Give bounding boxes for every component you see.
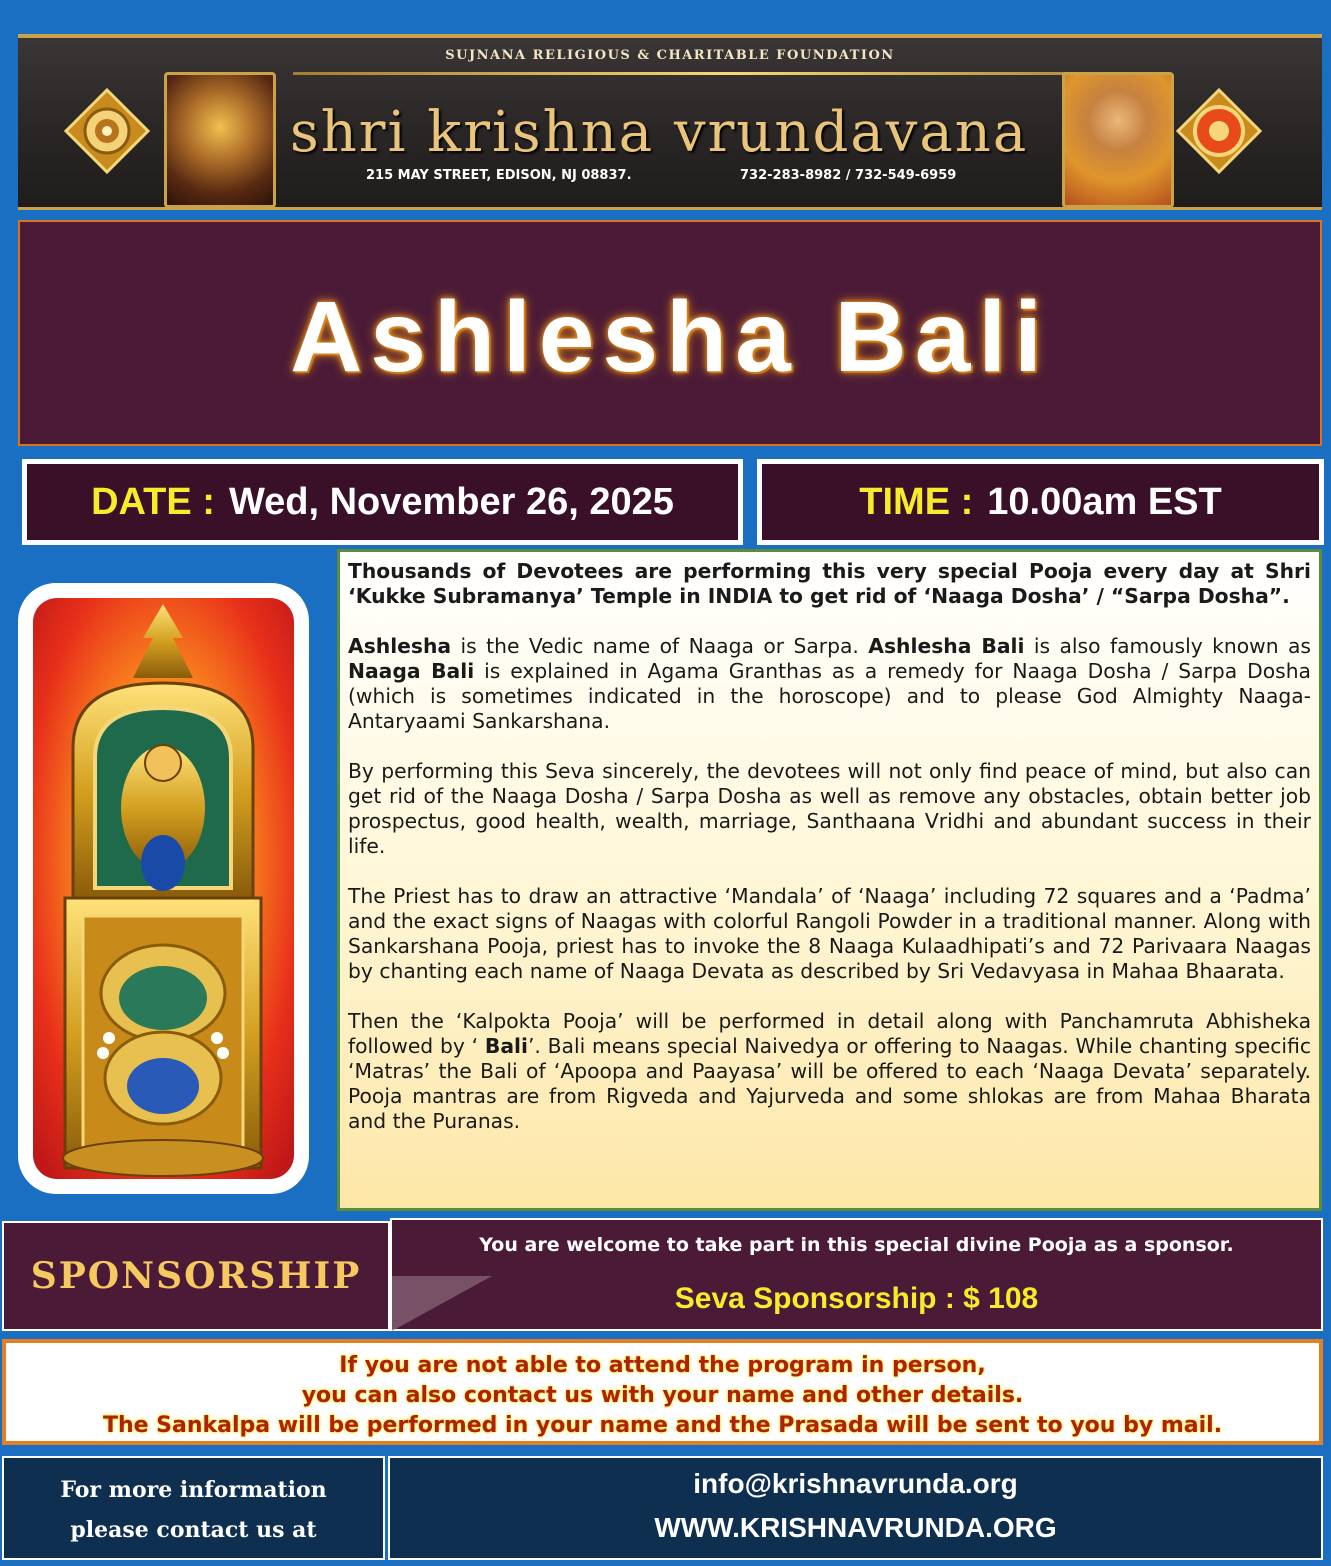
sponsorship-welcome: You are welcome to take part in this special divine Pooja as a sponsor. [479,1234,1234,1256]
contact-line-2: please contact us at [70,1517,317,1543]
foundation-name: SUJNANA RELIGIOUS & CHARITABLE FOUNDATION [445,48,895,63]
notice-line-1: If you are not able to attend the program in person, [339,1353,986,1378]
description-paragraph-3: The Priest has to draw an attractive ‘Mandala’ of ‘Naaga’ including 72 squares and a ‘Padma’ and the exact signs of Naagas with colorful Rangoli Powder in a traditional manner. Along with Sankarshana Pooja, priest has to invoke the 8 Naaga Kulaadhipati’s and 72 Parivaara Naagas by chanting each name of Naaga Devata as described by Sri Vedavyasa in Mahaa Bhaarata. [348,884,1311,983]
subramanya-deity-image [33,598,294,1179]
time-value: 10.00am EST [987,480,1222,523]
event-date [22,459,743,545]
contact-email-link[interactable]: info@krishnavrunda.org [693,1468,1018,1499]
sponsorship-amount: Seva Sponsorship : $ 108 [674,1282,1039,1315]
event-title-panel [18,220,1322,446]
notice-line-2: you can also contact us with your name and other details. [301,1383,1024,1408]
header-banner [18,34,1322,210]
text-segment: ’. Bali means special Naivedya or offering to Naagas. While chanting specific ‘Matras’ the Bali of ‘Apoopa and Paayasa’ will be offered to each ‘Naaga Devata’ separately. Pooja mantras are from Rigveda and Yajurveda and some shlokas are from Mahaa Bharata and the Puranas. [348,1034,1311,1133]
text-segment: is explained in Agama Granthas as a remedy for Naaga Dosha / Sarpa Dosha (which is sometimes indicated in the horoscope) and to please God Almighty Naaga-Antaryaami Sankarshana. [348,659,1311,733]
deity-portrait [164,72,276,208]
text-segment: Then the ‘Kalpokta Pooja’ will be performed in detail along with Panchamruta Abhisheka followed by ‘ [348,1009,1311,1058]
date-value: Wed, November 26, 2025 [228,480,674,523]
time-label: TIME : [859,480,974,523]
temple-name: shri krishna vrundavana [290,100,1029,165]
notice-line-3: The Sankalpa will be performed in your name and the Prasada will be sent to you by mail. [102,1413,1223,1438]
contact-info-label [2,1456,385,1560]
shanka-emblem-icon [64,88,150,174]
deity-image-frame [18,583,309,1194]
sponsorship-label: SPONSORSHIP [2,1221,390,1331]
chakra-emblem-icon [1176,88,1262,174]
date-label: DATE : [91,480,215,523]
term-ashlesha-bali: Ashlesha Bali [868,634,1025,658]
deity-illustration [33,598,294,1179]
description-paragraph-2: By performing this Seva sincerely, the devotees will not only find peace of mind, but also can get rid of the Naaga Dosha / Sarpa Dosha as well as remove any obstacles, obtain better job prospectus, good health, wealth, marriage, Santhaana Vridhi and abundant success in their life. [348,759,1311,858]
event-time [757,459,1324,545]
description-paragraph-4 [348,1009,1311,1134]
description-lead: Thousands of Devotees are performing this very special Pooja every day at Shri ‘Kukke Subramanya’ Temple in INDIA to get rid of ‘Naaga Dosha’ / “Sarpa Dosha”. [348,559,1311,608]
swamiji-portrait [1062,72,1174,208]
temple-address: 215 MAY STREET, EDISON, NJ 08837. [366,168,632,183]
description-paragraph-1 [348,634,1311,734]
term-naaga-bali: Naaga Bali [348,659,475,683]
remote-participation-notice [2,1339,1323,1445]
term-bali: Bali [484,1034,528,1058]
term-ashlesha: Ashlesha [348,634,452,658]
banner-divider [293,72,1162,75]
temple-phones: 732-283-8982 / 732-549-6959 [740,168,957,183]
contact-line-1: For more information [60,1477,327,1503]
text-segment: is the Vedic name of Naaga or Sarpa. [451,634,869,658]
event-title: Ashlesha Bali [290,281,1050,393]
text-segment: is also famously known as [1024,634,1311,658]
pooja-description [337,549,1322,1211]
sponsorship-info [390,1218,1323,1331]
contact-details [388,1456,1323,1560]
website-link[interactable]: WWW.KRISHNAVRUNDA.ORG [654,1512,1057,1543]
